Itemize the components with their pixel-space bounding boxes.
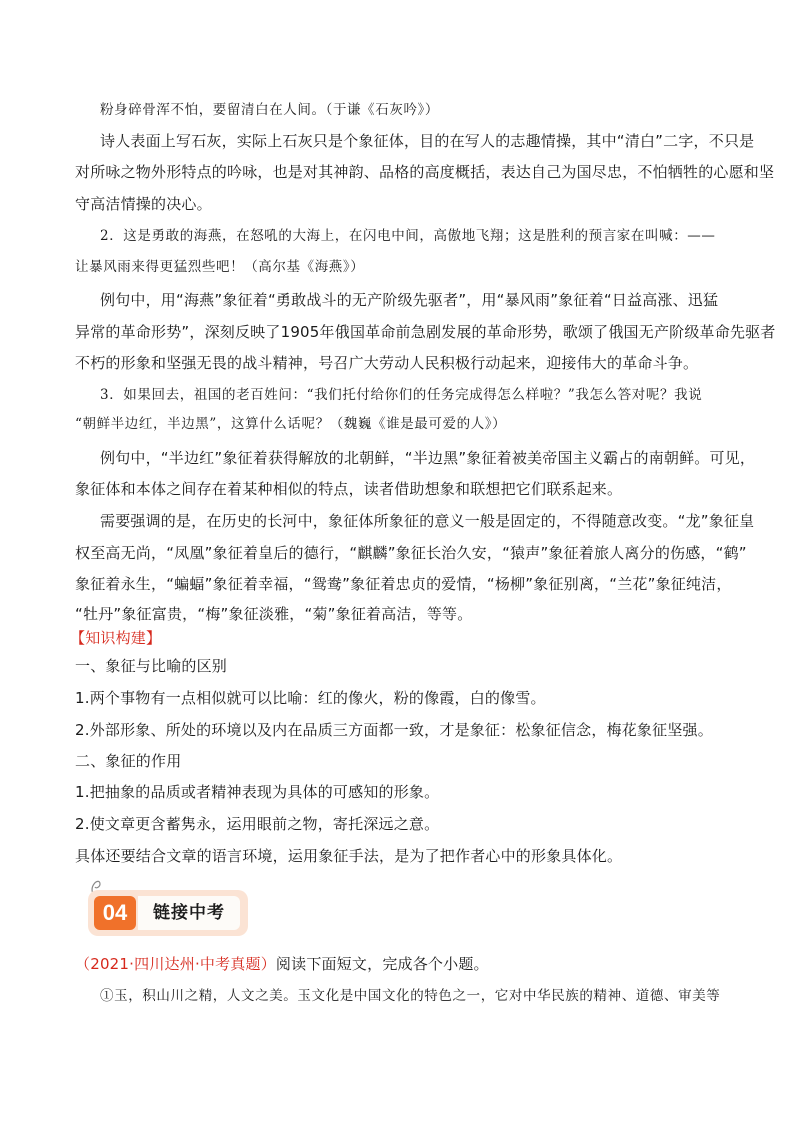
paragraph-line: 具体还要结合文章的语言环境，运用象征手法，是为了把作者心中的形象具体化。 [75,847,623,865]
paragraph-line: 异常的革命形势”，深刻反映了1905年俄国革命前急剧发展的革命形势，歌颂了俄国无产阶级革命先驱者 [75,323,776,341]
paragraph-line: 守高洁情操的决心。 [75,195,212,213]
paragraph-line: 例句中，“半边红”象征着获得解放的北朝鲜，“半边黑”象征着被美帝国主义霸占的南朝鲜。可见， [100,449,756,467]
source-line [75,954,725,974]
badge-number: 04 [94,896,136,930]
source-tag: （2021·四川达州·中考真题） [75,955,276,973]
passage-line: ①玉，积山川之精，人文之美。玉文化是中国文化的特色之一，它对中华民族的精神、道德、审美等 [100,988,721,1004]
section-badge [80,876,250,942]
example-line: 让暴风雨来得更猛烈些吧！（高尔基《海燕》） [75,259,365,275]
list-item: 1.两个事物有一点相似就可以比喻：红的像火，粉的像霞，白的像雪。 [75,689,546,707]
subheading: 二、象征的作用 [75,752,182,770]
quote-line: 粉身碎骨浑不怕，要留清白在人间。（于谦《石灰吟》） [100,102,439,118]
paragraph-line: 权至高无尚，“凤凰”象征着皇后的德行，“麒麟”象征长治久安，“猿声”象征着旅人离分的伤感，“鹤” [75,544,747,562]
list-item: 2.使文章更含蓄隽永，运用眼前之物，寄托深远之意。 [75,815,440,833]
example-line: “朝鲜半边红，半边黑”，这算什么话呢？（魏巍《谁是最可爱的人》） [75,416,507,432]
subheading: 一、象征与比喻的区别 [75,657,228,675]
badge-label: 链接中考 [138,896,240,930]
section-heading: 【知识构建】 [70,629,162,647]
paragraph-line: 不朽的形象和坚强无畏的战斗精神，号召广大劳动人民积极行动起来，迎接伟大的革命斗争。 [75,354,699,372]
list-item: 1.把抽象的品质或者精神表现为具体的可感知的形象。 [75,783,440,801]
list-item: 2.外部形象、所处的环境以及内在品质三方面都一致，才是象征：松象征信念，梅花象征坚强。 [75,721,713,739]
example-line: 2．这是勇敢的海燕，在怒吼的大海上，在闪电中间，高傲地飞翔；这是胜利的预言家在叫喊：—— [100,228,716,244]
source-instruction: 阅读下面短文，完成各个小题。 [275,955,489,973]
example-line: 3．如果回去，祖国的老百姓问：“我们托付给你们的任务完成得怎么样啦？”我怎么答对呢？我说 [100,387,703,403]
paragraph-line: 需要强调的是，在历史的长河中，象征体所象征的意义一般是固定的，不得随意改变。“龙”象征皇 [100,512,755,530]
paragraph-line: 诗人表面上写石灰，实际上石灰只是个象征体，目的在写人的志趣情操，其中“清白”二字，不只是 [100,132,755,150]
paragraph-line: 象征着永生，“蝙蝠”象征着幸福，“鸳鸯”象征着忠贞的爱情，“杨柳”象征别离，“兰花”象征纯洁， [75,575,732,593]
paragraph-line: “牡丹”象征富贵，“梅”象征淡雅，“菊”象征着高洁，等等。 [75,605,473,623]
paragraph-line: 对所咏之物外形特点的吟咏，也是对其神韵、品格的高度概括，表达自己为国尽忠，不怕牺牲的心愿和坚 [75,163,775,181]
paragraph-line: 象征体和本体之间存在着某种相似的特点，读者借助想象和联想把它们联系起来。 [75,480,623,498]
paragraph-line: 例句中，用“海燕”象征着“勇敢战斗的无产阶级先驱者”，用“暴风雨”象征着“日益高涨、迅猛 [100,291,719,309]
